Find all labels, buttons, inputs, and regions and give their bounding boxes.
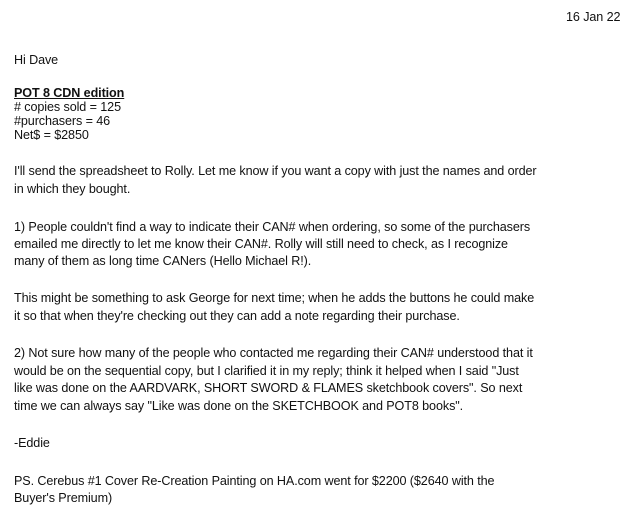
paragraph-sequential-line-4: time we can always say "Like was done on the SKETCHBOOK and POT8 books". [14,399,464,413]
paragraph-sequential-line-1: 2) Not sure how many of the people who contacted me regarding their CAN# understood that it [14,346,533,360]
paragraph-spreadsheet-line-2: in which they bought. [14,182,131,196]
paragraph-george-line-2: it so that when they're checking out they can add a note regarding their purchase. [14,309,460,323]
greeting: Hi Dave [14,53,59,67]
letter-date: 16 Jan 22 [566,10,621,24]
signoff: -Eddie [14,436,50,450]
postscript-line-2: Buyer's Premium) [14,491,113,505]
paragraph-can-line-3: many of them as long time CANers (Hello Michael R!). [14,254,312,268]
edition-heading: POT 8 CDN edition [14,86,125,100]
stat-net: Net$ = $2850 [14,128,89,142]
stat-purchasers: #purchasers = 46 [14,114,111,128]
postscript-line-1: PS. Cerebus #1 Cover Re-Creation Painting on HA.com went for $2200 ($2640 with the [14,474,495,488]
paragraph-can-line-1: 1) People couldn't find a way to indicate their CAN# when ordering, so some of the purchasers [14,220,531,234]
paragraph-spreadsheet-line-1: I'll send the spreadsheet to Rolly. Let me know if you want a copy with just the names and order [14,164,537,178]
paragraph-sequential-line-3: like was done on the AARDVARK, SHORT SWORD & FLAMES sketchbook covers". So next [14,381,523,395]
stat-copies-sold: # copies sold = 125 [14,100,121,114]
paragraph-sequential-line-2: would be on the sequential copy, but I clarified it in my reply; think it helped when I said "Just [14,364,519,378]
paragraph-george-line-1: This might be something to ask George for next time; when he adds the buttons he could make [14,291,535,305]
paragraph-can-line-2: emailed me directly to let me know their CAN#. Rolly will still need to check, as I recognize [14,237,508,251]
